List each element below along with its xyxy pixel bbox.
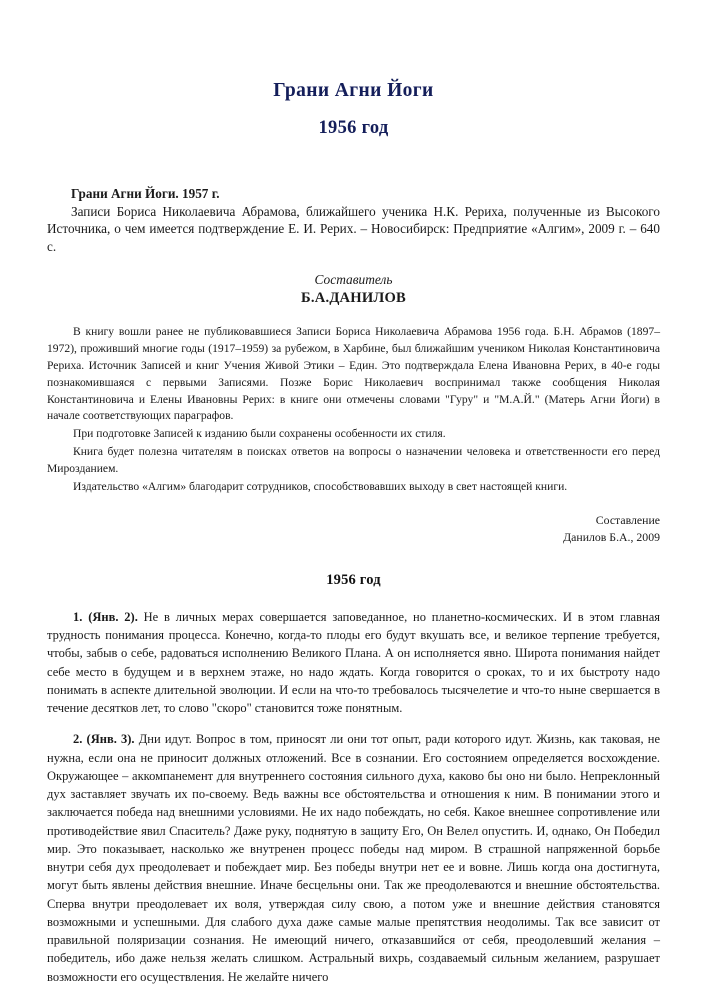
- year-section-heading: 1956 год: [326, 571, 381, 588]
- top-spacer: [47, 0, 660, 78]
- compiler-role-label: Составитель: [314, 272, 393, 288]
- bibliographic-block: [47, 185, 660, 255]
- biblio-body: Записи Бориса Николаевича Абрамова, ближайшего ученика Н.К. Рериха, полученные из Высокого Источника, о чем имеется подтверждение Е. И. Рерих. – Новосибирск: Предприятие «Алгим», 2009 г. – 640 с.: [47, 203, 660, 254]
- credits-line-2: Данилов Б.А., 2009: [563, 530, 660, 545]
- document-subtitle: 1956 год: [318, 118, 389, 139]
- annotation-block: [47, 324, 660, 495]
- annotation-paragraph-1: В книгу вошли ранее не публиковавшиеся Записи Бориса Николаевича Абрамова 1956 года. Б.Н. Абрамов (1897–1972), проживший многие годы (1917–1959) за рубежом, в Харбине, был ближайшим учеником Николая Константиновича Рериха. Источник Записей и книг Учения Живой Этики – Един. Это подтверждала Елена Ивановна Рерих, в 40-е годы познакомившаяся с первыми Записями. Позже Борис Николаевич воспринимал также сообщения Николая Константиновича и Елены Ивановны Рерих: в книге они отмечены словами "Гуру" и "М.А.Й." (Матерь Агни Йоги) в начале соответствующих параграфов.: [47, 325, 660, 423]
- annotation-paragraph-3: Книга будет полезна читателям в поисках ответов на вопросы о назначении человека и ответственности его перед Мирозданием.: [47, 445, 660, 475]
- entry-text: Дни идут. Вопрос в том, приносят ли они тот опыт, ради которого идут. Жизнь, как таковая, не нужна, если она не приносит должных отложений. Все в сознании. Его состоянием определяется восхождение. Окружающее – аккомпанемент для внутреннего состояния сильного духа, каково бы оно ни было. Непреклонный дух заставляет звучать их по-своему. Ведь важны все обстоятельства и отношения к ним. В понимании этого и заключается победа над внешними условиями. Не их надо побеждать, но себя. Какое внешнее сопротивление или противодействие явил Спаситель? Даже руку, поднятую в защиту Его, Он Велел опустить. И, однако, Он Победил мир. Это показывает, насколько же внутренен процесс победы над миром. В страшной напряженной борьбе внутри себя дух преодолевает и побеждает мир. Без победы внутри нет ее и вовне. Лишь когда она достигнута, могут быть явлены действия внешние. Иначе бесцельны они. Так же преодолеваются и внешние обстоятельства. Сперва внутри преодолевает их воля, утверждая силу свою, а потом уже и внешние действия становятся возможными и успешными. Для слабого духа даже самые малые препятствия неодолимы. Так все зависит от правильной поляризации сознания. Не имеющий ничего, отказавшийся от себя, преодолевший желания – победитель, ибо даже нельзя желать слишком. Астральный вихрь, создаваемый сильным желанием, разрушает возможности его осуществления. Не желайте ничего: [47, 732, 661, 984]
- entry-paragraph: [47, 730, 660, 986]
- annotation-paragraph-2: При подготовке Записей к изданию были сохранены особенности их стиля.: [73, 427, 446, 441]
- biblio-heading: Грани Агни Йоги. 1957 г.: [71, 186, 220, 202]
- compiler-name: Б.А.ДАНИЛОВ: [301, 290, 406, 307]
- document-title: Грани Агни Йоги: [273, 80, 434, 101]
- entry-text: Не в личных мерах совершается заповеданное, но планетно-космических. И в этом главная трудность понимания процесса. Конечно, когда-то плоды его будут вкушать все, и великое терпение требуется, чтобы, забыв о себе, радоваться исполнению Великого Плана. А он исполняется явно. Широта понимания найдет себе место в будущем и в верхнем этаже, но надо ждать. Когда говорится о сроках, то и их быстроту надо понимать в аспекте длительной эволюции. И если на что-то требовалось тысячелетие и что-то ныне свершается в течение десятков лет, то слово "скоро" становится тоже понятным.: [47, 609, 660, 716]
- credits-block: [47, 512, 660, 546]
- entry-number: 2. (Янв. 3).: [73, 732, 135, 747]
- entries-list: [47, 608, 660, 986]
- credits-line-1: Составление: [595, 513, 660, 528]
- annotation-paragraph-4: Издательство «Алгим» благодарит сотрудников, способствовавших выходу в свет настоящей книги.: [73, 479, 568, 493]
- entry-number: 1. (Янв. 2).: [73, 609, 138, 624]
- entry-paragraph: [47, 608, 660, 718]
